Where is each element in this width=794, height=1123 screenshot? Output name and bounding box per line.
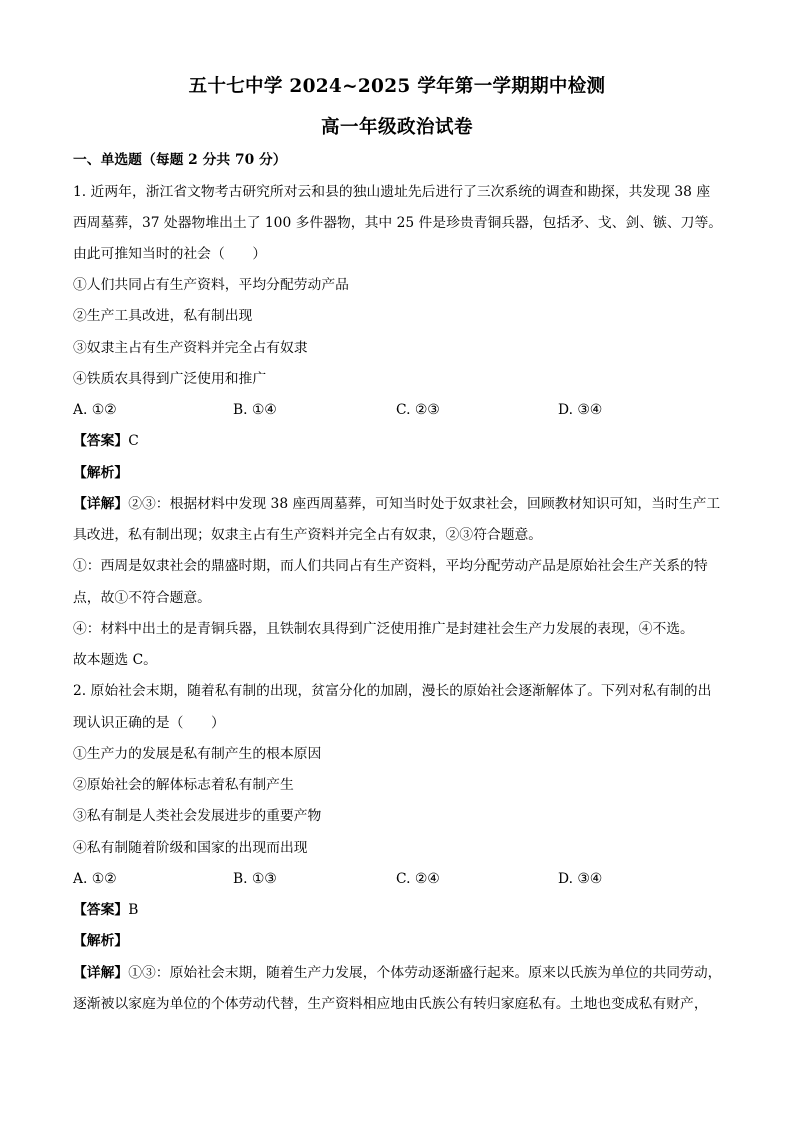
q1-detail-line-2: 具改进，私有制出现；奴隶主占有生产资料并完全占有奴隶，②③符合题意。 [73, 527, 543, 543]
q2-detail-tag: 【详解】 [73, 965, 129, 981]
q2-stem-line-2: 现认识正确的是（ ） [73, 715, 225, 731]
q1-stem-line-1: 1. 近两年，浙江省文物考古研究所对云和县的独山遗址先后进行了三次系统的调查和勘探，共发现 38 座 [73, 184, 711, 200]
q1-detail-line-4: 点，故①不符合题意。 [73, 590, 211, 606]
q1-option-c: C. ②③ [396, 402, 440, 418]
q2-answer-tag: 【答案】 [73, 902, 129, 918]
q2-statement-4: ④私有制随着阶级和国家的出现而出现 [73, 840, 308, 856]
exam-title: 五十七中学 2024~2025 学年第一学期期中检测 [188, 76, 606, 97]
q2-option-d: D. ③④ [558, 871, 603, 887]
section-heading: 一、单选题（每题 2 分共 70 分） [73, 152, 287, 168]
q1-analysis-tag: 【解析】 [73, 465, 129, 481]
q2-detail-line-1: 【详解】①③：原始社会末期，随着生产力发展，个体劳动逐渐盛行起来。原来以氏族为单位的共同劳动， [73, 965, 722, 981]
q1-statement-1: ①人们共同占有生产资料，平均分配劳动产品 [73, 277, 349, 293]
q1-detail-line-3: ①：西周是奴隶社会的鼎盛时期，而人们共同占有生产资料，平均分配劳动产品是原始社会生产关系的特 [73, 558, 708, 574]
q2-option-a: A. ①② [73, 871, 117, 887]
q1-statement-4: ④铁质农具得到广泛使用和推广 [73, 371, 267, 387]
q2-statement-2: ②原始社会的解体标志着私有制产生 [73, 777, 294, 793]
q1-statement-2: ②生产工具改进，私有制出现 [73, 308, 253, 324]
q1-detail-line-6: 故本题选 C。 [73, 652, 157, 668]
q2-detail-line-2: 逐渐被以家庭为单位的个体劳动代替，生产资料相应地由氏族公有转归家庭私有。土地也变成私有财产， [73, 996, 708, 1012]
q2-analysis-tag: 【解析】 [73, 933, 129, 949]
q2-statement-1: ①生产力的发展是私有制产生的根本原因 [73, 746, 322, 762]
q2-option-b: B. ①③ [233, 871, 277, 887]
q1-detail-tag: 【详解】 [73, 496, 129, 512]
q2-answer-value: B [128, 902, 139, 918]
q1-stem-line-2: 西周墓葬，37 处器物堆出土了 100 多件器物，其中 25 件是珍贵青铜兵器，包括矛、戈、剑、镞、刀等。 [73, 215, 723, 231]
q1-stem-line-3: 由此可推知当时的社会（ ） [73, 246, 267, 262]
q1-option-d: D. ③④ [558, 402, 603, 418]
q1-answer-value: C [128, 433, 139, 449]
q2-stem-line-1: 2. 原始社会末期，随着私有制的出现，贫富分化的加剧，漫长的原始社会逐渐解体了。下列对私有制的出 [73, 683, 712, 699]
q1-detail-line-5: ④：材料中出土的是青铜兵器，且铁制农具得到广泛使用推广是封建社会生产力发展的表现，④不选。 [73, 621, 694, 637]
q1-option-b: B. ①④ [233, 402, 277, 418]
q1-statement-3: ③奴隶主占有生产资料并完全占有奴隶 [73, 340, 308, 356]
q1-answer [73, 432, 733, 450]
q1-option-a: A. ①② [73, 402, 117, 418]
q2-option-c: C. ②④ [396, 871, 440, 887]
q1-detail-line-1: 【详解】②③：根据材料中发现 38 座西周墓葬，可知当时处于奴隶社会，回顾教材知识可知，当时生产工 [73, 496, 721, 512]
q1-answer-tag: 【答案】 [73, 433, 129, 449]
exam-subtitle: 高一年级政治试卷 [320, 117, 473, 138]
q2-answer [73, 901, 733, 919]
q2-statement-3: ③私有制是人类社会发展进步的重要产物 [73, 808, 322, 824]
